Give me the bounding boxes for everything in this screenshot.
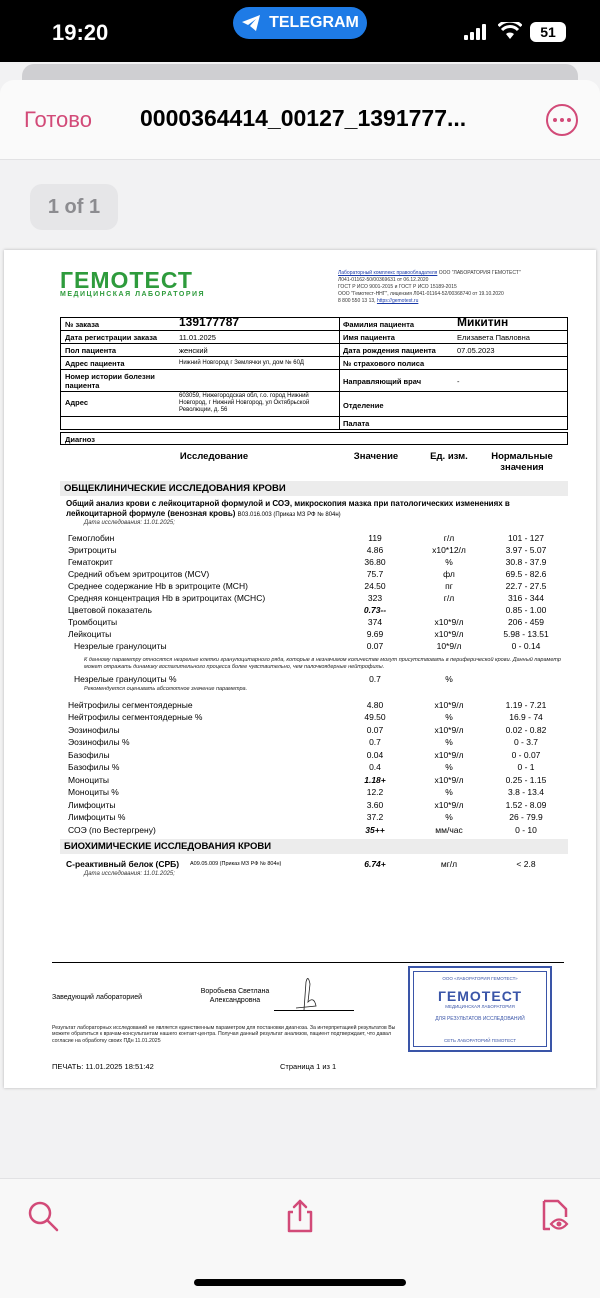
table-row: Лимфоциты 3.60 x10*9/л 1.52 - 8.09 [68,800,547,810]
address-value: 603059, Нижегородская обл, г.о. город Нижний Новгород, г Нижний Новгород, ул Октябрьской Революции, д. 56 [179,393,310,413]
stamp-name: ГЕМОТЕСТ [437,988,523,1004]
print-timestamp: ПЕЧАТЬ: 11.01.2025 18:51:42 [52,1062,154,1071]
table-row: Лимфоциты % 37.2 % 26 - 79.9 [68,812,543,822]
table-row: Эозинофилы 0.07 x10*9/л 0.02 - 0.82 [68,725,547,735]
done-button[interactable]: Готово [24,107,92,132]
table-row: Средний объем эритроцитов (MCV) 75.7 фл 69.5 - 82.6 [68,569,547,579]
wifi-icon [498,22,522,40]
crp-row [4,858,596,870]
lab-logo [60,269,205,298]
status-time: 19:20 [52,20,109,45]
license-info [338,270,578,305]
col-value: Значение [353,451,399,462]
test-code: В03.016.003 (Приказ МЗ РФ № 804н) [237,512,341,518]
order-label: № заказа [65,320,100,329]
table-row: Моноциты % 12.2 % 3.8 - 13.4 [68,787,544,797]
table-row: Незрелые гранулоциты 0.07 10*9/л 0 - 0.14 [74,641,541,651]
surname-label: Фамилия пациента [343,320,415,329]
license-number: Л041-01162-50/00369631 от 06.12.2020 [338,277,429,283]
battery-indicator [530,22,566,42]
page-count: Страница 1 из 1 [280,1062,337,1071]
doctor-label: Направляющий врач [343,377,422,386]
table-row: Базофилы 0.04 x10*9/л 0 - 0.07 [68,750,541,760]
signature-image [286,972,326,1012]
table-row: СОЭ (по Вестергрену) 35++ мм/час 0 - 10 [68,825,537,835]
table-row: Нейтрофилы сегментоядерные 4.80 x10*9/л 1.19 - 7.21 [68,700,547,710]
col-normal: Нормальные значения [491,451,553,473]
study-date: Дата исследования: 11.01.2025; [84,520,175,526]
table-row: Гемоглобин 119 г/л 101 - 127 [68,533,544,543]
table-row: Тромбоциты 374 x10*9/л 206 - 459 [68,617,544,627]
battery-level: 51 [540,24,556,40]
share-icon[interactable] [283,1199,317,1233]
table-row: Нейтрофилы сегментоядерные % 49.50 % 16.9 - 74 [68,712,543,722]
license-link[interactable]: Лабораторный комплекс правообладателя [338,270,438,276]
telegram-return-pill[interactable] [233,7,367,39]
status-bar [0,0,600,62]
document-page [4,250,596,1088]
ward-label: Палата [343,419,370,428]
table-row: Моноциты 1.18+ x10*9/л 0.25 - 1.15 [68,775,547,785]
signer-role: Заведующий лабораторией [52,994,142,1001]
logo-name: ГЕМОТЕСТ [60,267,193,293]
name-value: Елизавета Павловна [457,333,530,342]
signature-line [274,1010,354,1011]
note-immature-granulocytes: К данному параметру относятся незрелые клетки гранулоцитарного ряда, которые в незначимом количестве могут присутствовать в периферической крови. Данный параметр может отражать динамику воспалительного процесса более чувствительно, чем палочкоядерные нейтрофилы. [84,657,561,670]
history-label: Номер истории болезни пациента [65,372,155,390]
more-icon[interactable] [546,104,578,136]
table-row: Базофилы % 0.4 % 0 - 1 [68,762,535,772]
telegram-pill-label: TELEGRAM [269,14,359,31]
section-biochem: БИОХИМИЧЕСКИЕ ИССЛЕДОВАНИЯ КРОВИ [60,839,568,854]
license-gost: ГОСТ Р ИСО 9001-2015 и ГОСТ Р ИСО 15189-2015 [338,284,457,290]
stamp-bottom: СЕТЬ ЛАБОРАТОРИЙ ГЕМОТЕСТ [444,1038,516,1043]
name-label: Имя пациента [343,333,395,342]
markup-icon[interactable] [538,1199,572,1233]
diagnosis-label: Диагноз [65,435,95,444]
license-holder: ООО "ЛАБОРАТОРИЯ ГЕМОТЕСТ" [438,270,521,276]
disclaimer: Результат лабораторных исследований не является единственным параметром для постановки диагноза. За интерпретацией результатов Вы можете обратиться к врачам-консультантам нашего контакт-центра. Получая данный результат анализов, пациент подтверждает, что давал согласие на обработку своих ПДн 11.01.2025 [52,1025,396,1044]
navigation-bar [0,80,600,160]
lab-stamp [408,966,552,1052]
crp-code: А09.05.009 (Приказ МЗ РФ № 804н) [190,861,282,867]
table-row: Цветовой показатель 0.73-- 0.85 - 1.00 [68,605,547,615]
diagnosis-row [60,432,568,445]
table-row: Незрелые гранулоциты % 0.7 % [74,674,453,684]
home-indicator[interactable] [194,1279,406,1286]
dob-value: 07.05.2023 [457,346,495,355]
license-phone: 8 800 550 13 13, [338,298,376,304]
address-label: Адрес [65,398,89,407]
table-row: Гематокрит 36.80 % 30.8 - 37.9 [68,557,547,567]
test-title-text: Общий анализ крови с лейкоцитарной формулой и СОЭ, микроскопия мазка при патологических изменениях в лейкоцитарной формуле (венозная кровь) [66,499,510,518]
crp-unit: мг/л [440,859,458,869]
website-link[interactable]: https://gemotest.ru [376,298,419,304]
section-general: ОБЩЕКЛИНИЧЕСКИЕ ИССЛЕДОВАНИЯ КРОВИ [60,481,568,496]
patient-address-value: Нижний Новгород г Землячки ул, дом № 60Д [179,360,304,366]
doctor-value: - [457,377,460,386]
crp-value: 6.74+ [364,859,386,869]
telegram-icon [241,14,261,32]
department-label: Отделение [343,401,384,410]
sex-value: женский [179,346,208,355]
stamp-top: ООО «ЛАБОРАТОРИЯ ГЕМОТЕСТ» [442,976,518,981]
crp-study-date: Дата исследования: 11.01.2025; [84,871,175,877]
table-row: Лейкоциты 9.69 x10*9/л 5.98 - 13.51 [68,629,549,639]
reg-label: Дата регистрации заказа [65,333,158,342]
col-unit: Ед. изм. [430,451,468,462]
table-row: Средняя концентрация Hb в эритроцитах (MCHC) 323 г/л 316 - 344 [68,593,544,603]
policy-label: № страхового полиса [343,359,425,368]
logo-subtitle: МЕДИЦИНСКАЯ ЛАБОРАТОРИЯ [60,291,206,298]
crp-name: С-реактивный белок (СРБ) [66,859,180,869]
license-second: ООО "Гемотест-ННГ", лицензия Л041-01164-52/00368740 от 19.10.2020 [338,291,504,297]
test-title [66,499,566,520]
signer-name-line2: Александровна [209,997,261,1004]
page-indicator: 1 of 1 [30,184,118,230]
footer-separator [52,962,564,963]
note-absolute: Рекомендуется оценивать абсолютное значение параметра. [84,686,248,692]
table-row: Эозинофилы % 0.7 % 0 - 3.7 [68,737,539,747]
table-row: Эритроциты 4.86 x10*12/л 3.97 - 5.07 [68,545,547,555]
surname-value: Микитин [457,315,509,329]
dob-label: Дата рождения пациента [343,346,436,355]
patient-header-table [60,317,568,430]
col-study: Исследование [179,451,249,462]
reg-value: 11.01.2025 [179,333,216,342]
stamp-sub: МЕДИЦИНСКАЯ ЛАБОРАТОРИЯ [445,1004,515,1009]
signer-name [180,987,290,1005]
signal-icon [464,24,488,40]
stamp-for-results: ДЛЯ РЕЗУЛЬТАТОВ ИССЛЕДОВАНИЙ [435,1016,525,1022]
document-title: 0000364414_00127_1391777... [140,105,467,131]
signer-name-line1: Воробьева Светлана [200,988,270,995]
patient-address-label: Адрес пациента [65,359,125,368]
sex-label: Пол пациента [65,346,117,355]
search-icon[interactable] [26,1199,60,1233]
order-value: 139177787 [179,315,240,329]
table-row: Среднее содержание Hb в эритроците (MCH) 24.50 пг 22.7 - 27.5 [68,581,547,591]
crp-range: < 2.8 [516,859,536,869]
